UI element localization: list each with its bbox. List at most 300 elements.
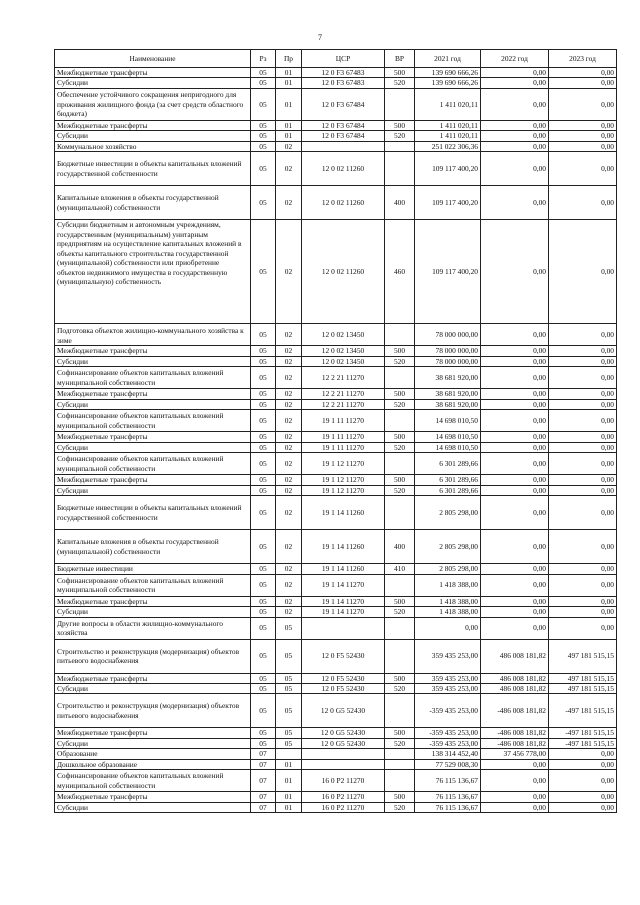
cell-rz: 05: [251, 367, 276, 389]
cell-2022: 0,00: [481, 399, 549, 409]
cell-vr: 410: [385, 564, 415, 574]
table-row: [55, 759, 617, 769]
cell-2023: 497 181 515,15: [549, 683, 617, 693]
cell-csr: 19 1 14 11270: [302, 596, 385, 606]
cell-2021: 139 690 666,26: [415, 68, 481, 78]
table-row: [55, 367, 617, 389]
cell-csr: 12 2 21 11270: [302, 367, 385, 389]
cell-2023: 0,00: [549, 574, 617, 596]
cell-csr: 12 0 G5 52430: [302, 694, 385, 728]
cell-2023: 0,00: [549, 442, 617, 452]
cell-2022: 0,00: [481, 442, 549, 452]
cell-2021: 109 117 400,20: [415, 186, 481, 220]
cell-name: Субсидии: [55, 485, 251, 495]
table-row: [55, 673, 617, 683]
cell-name: Субсидии бюджетным и автономным учреждениям, государственным (муниципальным) унитарным предприятиям на осуществление капитальных вложений в объекты капитального строительства государственной (муниципальной) собственности или приобретение объектов недвижимого имущества в государственную (муниципальную) собственность: [55, 220, 251, 324]
table-header-row: [55, 50, 617, 68]
cell-rz: 05: [251, 738, 276, 748]
cell-pr: 02: [276, 442, 302, 452]
cell-2021: 0,00: [415, 617, 481, 639]
cell-2021: 6 301 289,66: [415, 485, 481, 495]
header-vr: ВР: [385, 50, 415, 68]
cell-name: Межбюджетные трансферты: [55, 389, 251, 399]
cell-2021: -359 435 253,00: [415, 728, 481, 738]
cell-name: Субсидии: [55, 802, 251, 812]
cell-rz: 07: [251, 759, 276, 769]
cell-2023: -497 181 515,15: [549, 694, 617, 728]
cell-name: Строительство и реконструкция (модернизация) объектов питьевого водоснабжения: [55, 694, 251, 728]
table-row: [55, 220, 617, 324]
cell-pr: 02: [276, 410, 302, 432]
cell-name: Межбюджетные трансферты: [55, 475, 251, 485]
cell-2022: 0,00: [481, 596, 549, 606]
page-number: 7: [318, 33, 322, 42]
cell-2022: 37 456 778,00: [481, 749, 549, 759]
cell-rz: 05: [251, 68, 276, 78]
table-row: [55, 683, 617, 693]
cell-vr: 520: [385, 78, 415, 88]
cell-rz: 05: [251, 496, 276, 530]
cell-2022: 486 008 181,82: [481, 639, 549, 673]
cell-2023: 0,00: [549, 88, 617, 120]
cell-vr: 500: [385, 432, 415, 442]
cell-name: Образование: [55, 749, 251, 759]
cell-name: Софинансирование объектов капитальных вложений муниципальной собственности: [55, 367, 251, 389]
cell-name: Субсидии: [55, 607, 251, 617]
cell-vr: [385, 759, 415, 769]
cell-pr: 01: [276, 78, 302, 88]
cell-pr: 02: [276, 453, 302, 475]
cell-2023: 0,00: [549, 120, 617, 130]
cell-rz: 05: [251, 639, 276, 673]
cell-2021: 1 418 388,00: [415, 607, 481, 617]
cell-2021: 359 435 253,00: [415, 683, 481, 693]
cell-name: Субсидии: [55, 131, 251, 141]
cell-name: Другие вопросы в области жилищно-коммунального хозяйства: [55, 617, 251, 639]
cell-pr: 02: [276, 574, 302, 596]
table-row: [55, 68, 617, 78]
cell-2021: 109 117 400,20: [415, 220, 481, 324]
cell-pr: 02: [276, 141, 302, 151]
cell-pr: 02: [276, 346, 302, 356]
table-row: [55, 738, 617, 748]
cell-pr: 02: [276, 432, 302, 442]
cell-csr: 12 0 02 11260: [302, 186, 385, 220]
table-row: [55, 694, 617, 728]
cell-name: Строительство и реконструкция (модернизация) объектов питьевого водоснабжения: [55, 639, 251, 673]
cell-2023: 0,00: [549, 759, 617, 769]
cell-2021: 78 000 000,00: [415, 346, 481, 356]
cell-2023: 0,00: [549, 496, 617, 530]
cell-csr: 12 0 02 11260: [302, 152, 385, 186]
cell-pr: 02: [276, 596, 302, 606]
cell-2021: 14 698 010,50: [415, 432, 481, 442]
cell-2021: 14 698 010,50: [415, 442, 481, 452]
cell-rz: 05: [251, 564, 276, 574]
cell-2023: 0,00: [549, 607, 617, 617]
cell-name: Субсидии: [55, 399, 251, 409]
cell-2022: 486 008 181,82: [481, 673, 549, 683]
cell-2022: 0,00: [481, 68, 549, 78]
table-row: [55, 78, 617, 88]
cell-csr: 19 1 11 11270: [302, 432, 385, 442]
cell-2021: 1 411 020,11: [415, 131, 481, 141]
cell-vr: 520: [385, 607, 415, 617]
cell-2022: 0,00: [481, 152, 549, 186]
cell-rz: 05: [251, 324, 276, 346]
table-row: [55, 496, 617, 530]
cell-csr: 12 0 F3 67484: [302, 120, 385, 130]
table-row: [55, 346, 617, 356]
cell-csr: 19 1 12 11270: [302, 485, 385, 495]
budget-table: [54, 49, 617, 813]
cell-rz: 05: [251, 131, 276, 141]
cell-vr: 500: [385, 728, 415, 738]
header-2021: 2021 год: [415, 50, 481, 68]
cell-rz: 05: [251, 485, 276, 495]
cell-2021: 76 115 136,67: [415, 770, 481, 792]
cell-2022: 0,00: [481, 432, 549, 442]
cell-name: Капитальные вложения в объекты государственной (муниципальной) собственности: [55, 530, 251, 564]
cell-pr: 02: [276, 389, 302, 399]
cell-csr: [302, 617, 385, 639]
cell-csr: 19 1 11 11270: [302, 410, 385, 432]
cell-rz: 07: [251, 770, 276, 792]
cell-rz: 05: [251, 607, 276, 617]
cell-pr: 05: [276, 683, 302, 693]
cell-vr: 500: [385, 596, 415, 606]
cell-name: Межбюджетные трансферты: [55, 673, 251, 683]
cell-2021: 109 117 400,20: [415, 152, 481, 186]
cell-2021: 78 000 000,00: [415, 324, 481, 346]
cell-2022: 0,00: [481, 574, 549, 596]
cell-csr: 19 1 11 11270: [302, 442, 385, 452]
cell-2023: 0,00: [549, 792, 617, 802]
cell-name: Субсидии: [55, 78, 251, 88]
cell-2023: 0,00: [549, 596, 617, 606]
cell-2021: 139 690 666,26: [415, 78, 481, 88]
cell-vr: [385, 324, 415, 346]
cell-vr: 520: [385, 442, 415, 452]
cell-pr: 05: [276, 617, 302, 639]
cell-rz: 05: [251, 389, 276, 399]
table-row: [55, 770, 617, 792]
cell-name: Коммунальное хозяйство: [55, 141, 251, 151]
cell-vr: [385, 694, 415, 728]
cell-csr: 16 0 P2 11270: [302, 802, 385, 812]
table-row: [55, 152, 617, 186]
cell-vr: [385, 141, 415, 151]
cell-name: Бюджетные инвестиции в объекты капитальных вложений государственной собственности: [55, 496, 251, 530]
cell-csr: 12 0 F5 52430: [302, 639, 385, 673]
cell-pr: 05: [276, 738, 302, 748]
table-row: [55, 432, 617, 442]
cell-2021: 1 418 388,00: [415, 596, 481, 606]
cell-rz: 05: [251, 141, 276, 151]
table-row: [55, 617, 617, 639]
cell-vr: 460: [385, 220, 415, 324]
cell-2022: 0,00: [481, 496, 549, 530]
cell-vr: 500: [385, 346, 415, 356]
cell-vr: [385, 410, 415, 432]
cell-vr: [385, 496, 415, 530]
cell-name: Межбюджетные трансферты: [55, 792, 251, 802]
cell-2022: 0,00: [481, 530, 549, 564]
cell-2021: 77 529 008,30: [415, 759, 481, 769]
table-row: [55, 749, 617, 759]
cell-2022: 0,00: [481, 78, 549, 88]
cell-vr: 500: [385, 389, 415, 399]
cell-pr: 02: [276, 367, 302, 389]
cell-csr: 12 0 02 11260: [302, 220, 385, 324]
cell-rz: 05: [251, 120, 276, 130]
cell-2023: 0,00: [549, 141, 617, 151]
cell-vr: [385, 749, 415, 759]
cell-csr: 19 1 12 11270: [302, 453, 385, 475]
cell-csr: 12 0 G5 52430: [302, 738, 385, 748]
cell-2021: 2 805 298,00: [415, 496, 481, 530]
cell-name: Межбюджетные трансферты: [55, 432, 251, 442]
cell-vr: 500: [385, 673, 415, 683]
cell-pr: 01: [276, 759, 302, 769]
header-csr: ЦСР: [302, 50, 385, 68]
cell-2022: -486 008 181,82: [481, 738, 549, 748]
table-row: [55, 399, 617, 409]
cell-csr: 19 1 14 11260: [302, 564, 385, 574]
cell-name: Обеспечение устойчивого сокращения непригодного для проживания жилищного фонда (за счет средств областного бюджета): [55, 88, 251, 120]
cell-name: Субсидии: [55, 738, 251, 748]
cell-2022: 0,00: [481, 564, 549, 574]
cell-2023: 0,00: [549, 152, 617, 186]
cell-2022: 0,00: [481, 617, 549, 639]
cell-2023: -497 181 515,15: [549, 728, 617, 738]
cell-2023: 0,00: [549, 617, 617, 639]
cell-2021: 78 000 000,00: [415, 356, 481, 366]
cell-2022: 486 008 181,82: [481, 683, 549, 693]
cell-2022: 0,00: [481, 324, 549, 346]
table-row: [55, 485, 617, 495]
cell-2022: -486 008 181,82: [481, 694, 549, 728]
cell-name: Субсидии: [55, 356, 251, 366]
cell-2021: 359 435 253,00: [415, 639, 481, 673]
table-row: [55, 564, 617, 574]
cell-rz: 05: [251, 453, 276, 475]
cell-rz: 07: [251, 792, 276, 802]
cell-2022: 0,00: [481, 485, 549, 495]
cell-2021: 76 115 136,67: [415, 792, 481, 802]
cell-2023: 0,00: [549, 346, 617, 356]
cell-2023: 497 181 515,15: [549, 639, 617, 673]
cell-rz: 05: [251, 617, 276, 639]
cell-2022: -486 008 181,82: [481, 728, 549, 738]
cell-csr: 19 1 14 11270: [302, 607, 385, 617]
cell-pr: 02: [276, 324, 302, 346]
cell-2022: 0,00: [481, 453, 549, 475]
cell-2022: 0,00: [481, 367, 549, 389]
cell-pr: 02: [276, 564, 302, 574]
cell-vr: 400: [385, 530, 415, 564]
cell-2023: 497 181 515,15: [549, 673, 617, 683]
cell-name: Субсидии: [55, 683, 251, 693]
cell-csr: 12 0 F3 67484: [302, 131, 385, 141]
cell-name: Субсидии: [55, 442, 251, 452]
cell-vr: [385, 574, 415, 596]
table-row: [55, 88, 617, 120]
cell-rz: 05: [251, 683, 276, 693]
cell-pr: 02: [276, 186, 302, 220]
cell-pr: 01: [276, 770, 302, 792]
cell-pr: 02: [276, 475, 302, 485]
cell-rz: 05: [251, 220, 276, 324]
cell-2023: -497 181 515,15: [549, 738, 617, 748]
cell-2022: 0,00: [481, 220, 549, 324]
cell-vr: 500: [385, 68, 415, 78]
cell-rz: 05: [251, 88, 276, 120]
cell-pr: 02: [276, 607, 302, 617]
cell-2023: 0,00: [549, 389, 617, 399]
cell-pr: 02: [276, 220, 302, 324]
cell-2023: 0,00: [549, 367, 617, 389]
cell-pr: 02: [276, 152, 302, 186]
table-row: [55, 141, 617, 151]
cell-csr: 19 1 14 11270: [302, 574, 385, 596]
cell-2023: 0,00: [549, 186, 617, 220]
cell-name: Бюджетные инвестиции: [55, 564, 251, 574]
header-pr: Пр: [276, 50, 302, 68]
cell-pr: [276, 749, 302, 759]
cell-name: Межбюджетные трансферты: [55, 120, 251, 130]
cell-2022: 0,00: [481, 186, 549, 220]
cell-csr: 12 0 02 13450: [302, 356, 385, 366]
cell-2021: 38 681 920,00: [415, 399, 481, 409]
cell-2022: 0,00: [481, 356, 549, 366]
cell-name: Дошкольное образование: [55, 759, 251, 769]
cell-vr: 500: [385, 792, 415, 802]
cell-2022: 0,00: [481, 410, 549, 432]
header-rz: Рз: [251, 50, 276, 68]
cell-2023: 0,00: [549, 530, 617, 564]
cell-rz: 05: [251, 694, 276, 728]
cell-vr: 400: [385, 186, 415, 220]
cell-2023: 0,00: [549, 485, 617, 495]
cell-2021: 14 698 010,50: [415, 410, 481, 432]
cell-csr: 12 0 02 13450: [302, 346, 385, 356]
cell-vr: 520: [385, 485, 415, 495]
cell-2021: 2 805 298,00: [415, 564, 481, 574]
cell-rz: 05: [251, 399, 276, 409]
cell-pr: 01: [276, 88, 302, 120]
cell-2022: 0,00: [481, 792, 549, 802]
cell-2023: 0,00: [549, 131, 617, 141]
cell-csr: [302, 749, 385, 759]
cell-name: Межбюджетные трансферты: [55, 346, 251, 356]
cell-name: Софинансирование объектов капитальных вложений муниципальной собственности: [55, 574, 251, 596]
cell-name: Капитальные вложения в объекты государственной (муниципальной) собственности: [55, 186, 251, 220]
table-row: [55, 131, 617, 141]
cell-2022: 0,00: [481, 770, 549, 792]
table-row: [55, 475, 617, 485]
cell-pr: 02: [276, 530, 302, 564]
cell-rz: 05: [251, 78, 276, 88]
cell-vr: [385, 770, 415, 792]
table-row: [55, 186, 617, 220]
cell-2021: 1 418 388,00: [415, 574, 481, 596]
cell-pr: 05: [276, 639, 302, 673]
table-row: [55, 120, 617, 130]
cell-rz: 07: [251, 749, 276, 759]
cell-rz: 05: [251, 442, 276, 452]
cell-csr: 19 1 14 11260: [302, 530, 385, 564]
cell-2021: 6 301 289,66: [415, 453, 481, 475]
cell-csr: 12 0 F3 67483: [302, 68, 385, 78]
cell-pr: 05: [276, 728, 302, 738]
cell-csr: 19 1 12 11270: [302, 475, 385, 485]
cell-vr: [385, 367, 415, 389]
cell-2023: 0,00: [549, 410, 617, 432]
cell-pr: 01: [276, 802, 302, 812]
cell-2023: 0,00: [549, 749, 617, 759]
cell-csr: 16 0 P2 11270: [302, 792, 385, 802]
table-row: [55, 792, 617, 802]
header-name: Наименование: [55, 50, 251, 68]
cell-2021: 1 411 020,11: [415, 88, 481, 120]
cell-2021: 138 314 452,40: [415, 749, 481, 759]
cell-2021: 38 681 920,00: [415, 367, 481, 389]
cell-name: Межбюджетные трансферты: [55, 68, 251, 78]
cell-2023: 0,00: [549, 432, 617, 442]
cell-csr: [302, 759, 385, 769]
cell-vr: 520: [385, 683, 415, 693]
table-row: [55, 607, 617, 617]
cell-csr: 12 0 F5 52430: [302, 683, 385, 693]
header-2022: 2022 год: [481, 50, 549, 68]
cell-rz: 05: [251, 410, 276, 432]
cell-vr: 500: [385, 475, 415, 485]
cell-vr: 500: [385, 120, 415, 130]
cell-2023: 0,00: [549, 802, 617, 812]
table-row: [55, 596, 617, 606]
cell-2021: 76 115 136,67: [415, 802, 481, 812]
cell-rz: 05: [251, 673, 276, 683]
cell-rz: 05: [251, 186, 276, 220]
cell-2022: 0,00: [481, 607, 549, 617]
table-row: [55, 324, 617, 346]
cell-rz: 05: [251, 152, 276, 186]
cell-2023: 0,00: [549, 356, 617, 366]
cell-rz: 05: [251, 574, 276, 596]
cell-2023: 0,00: [549, 475, 617, 485]
table-row: [55, 530, 617, 564]
cell-pr: 02: [276, 399, 302, 409]
cell-name: Межбюджетные трансферты: [55, 596, 251, 606]
cell-vr: [385, 88, 415, 120]
cell-pr: 01: [276, 120, 302, 130]
cell-vr: [385, 639, 415, 673]
cell-2022: 0,00: [481, 389, 549, 399]
cell-rz: 05: [251, 475, 276, 485]
cell-vr: 520: [385, 399, 415, 409]
cell-name: Софинансирование объектов капитальных вложений муниципальной собственности: [55, 770, 251, 792]
cell-rz: 05: [251, 346, 276, 356]
cell-rz: 05: [251, 530, 276, 564]
cell-rz: 05: [251, 432, 276, 442]
table-body: [55, 68, 617, 813]
cell-2022: 0,00: [481, 802, 549, 812]
cell-2022: 0,00: [481, 88, 549, 120]
cell-csr: 16 0 P2 11270: [302, 770, 385, 792]
table-row: [55, 639, 617, 673]
cell-name: Межбюджетные трансферты: [55, 728, 251, 738]
